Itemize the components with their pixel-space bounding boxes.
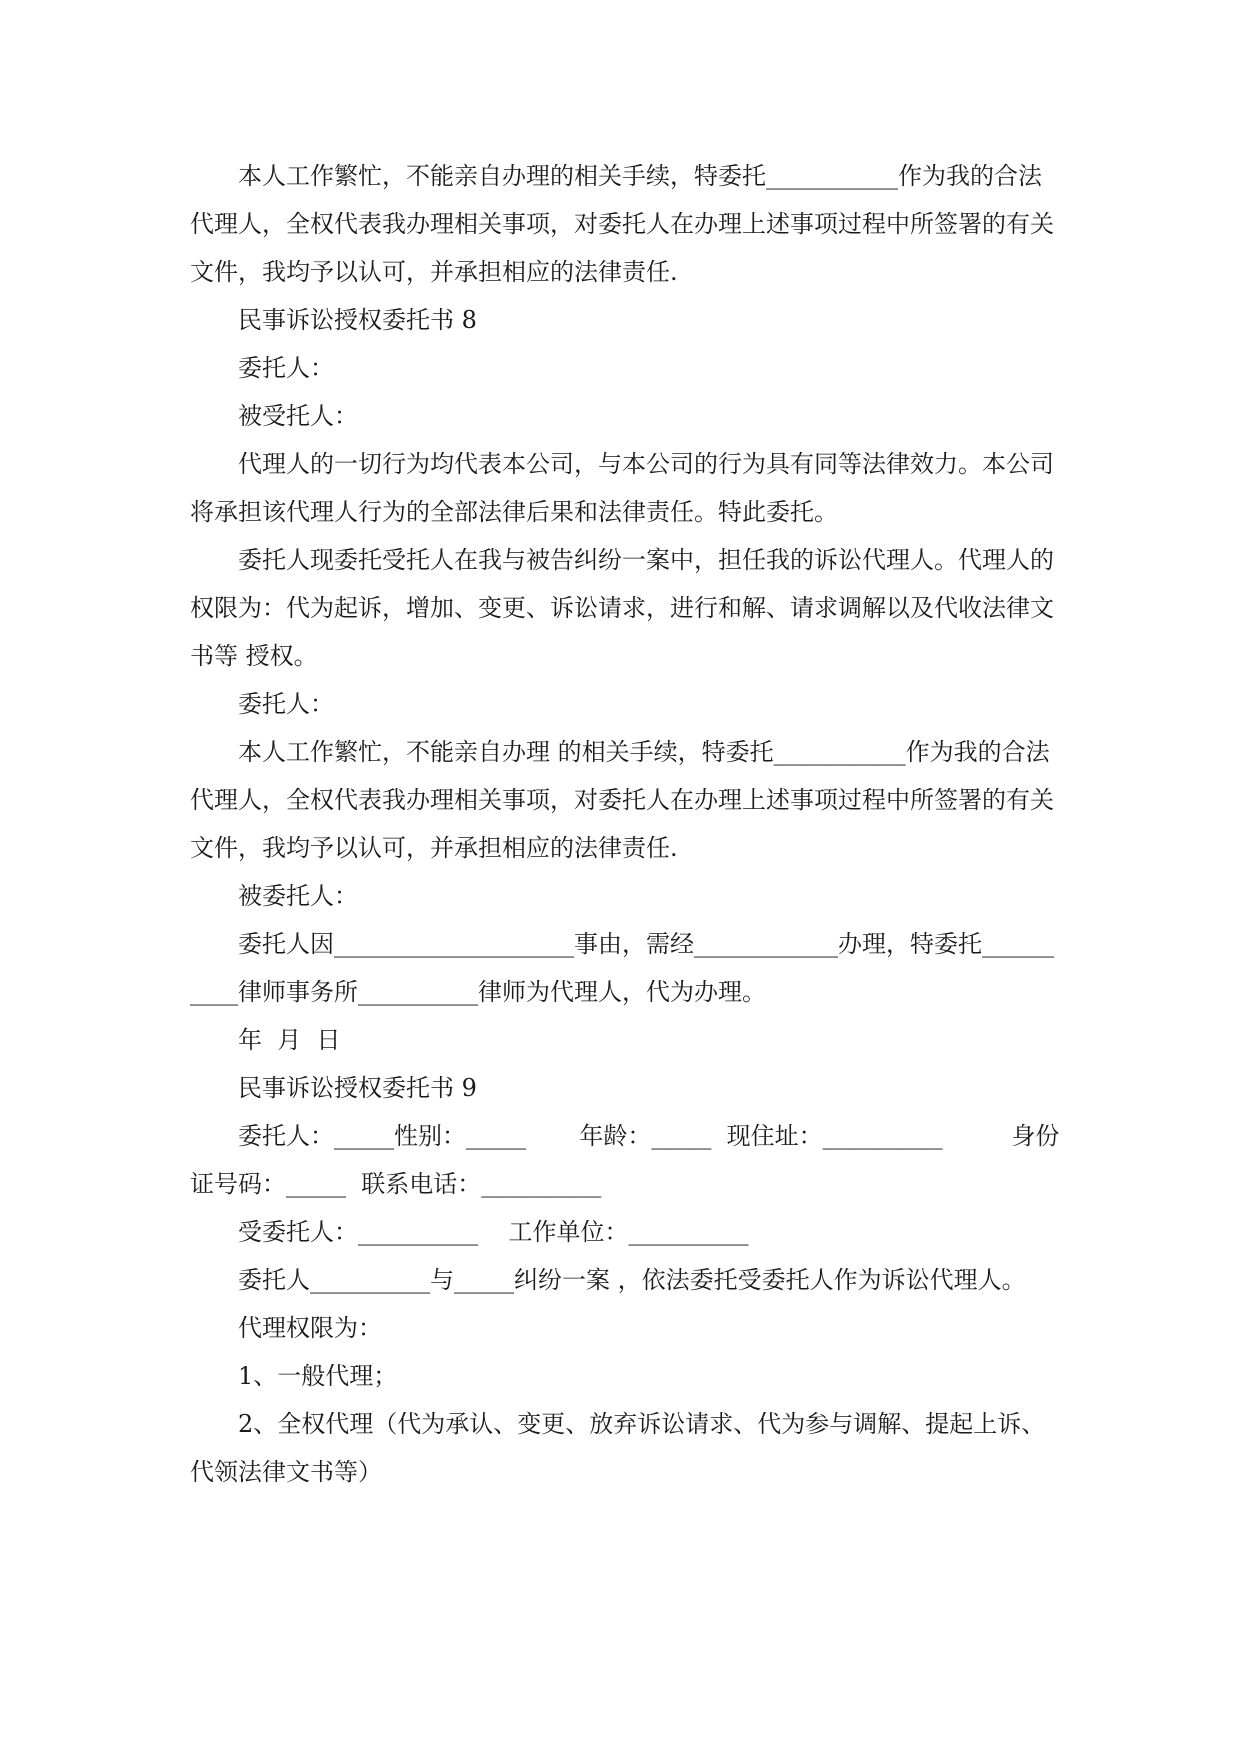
label-client-2: 委托人：: [238, 690, 334, 718]
document-body: [190, 152, 1060, 1496]
date-line: 年 月 日: [238, 1026, 341, 1054]
label-agency-scope: 代理权限为：: [238, 1314, 382, 1342]
paragraph-agent-authority: 代理人的一切行为均代表本公司，与本公司的行为具有同等法律效力。本公司将承担该代理人行为的全部法律后果和法律责任。特此委托。: [190, 450, 1054, 526]
client-info-fields: 委托人：_____性别：_____ 年龄：_____ 现住址：__________ 身份证号码：_____ 联系电话：__________: [190, 1122, 1060, 1198]
paragraph-dispute-entrustment: 委托人__________与_____纠纷一案 ，依法委托受委托人作为诉讼代理人。: [238, 1266, 1026, 1294]
heading-power-of-attorney-8: 民事诉讼授权委托书 8: [238, 306, 477, 334]
paragraph-entrustment-statement-1: 本人工作繁忙，不能亲自办理的相关手续，特委托___________作为我的合法代理人，全权代表我办理相关事项，对委托人在办理上述事项过程中所签署的有关文件，我均予以认可，并承担相应的法律责任.: [190, 162, 1054, 286]
label-client: 委托人：: [238, 354, 334, 382]
trustee-info-fields: 受委托人：__________ 工作单位：__________: [238, 1218, 749, 1246]
label-entrusted-person: 被委托人：: [238, 882, 358, 910]
paragraph-entrustment-statement-2: 本人工作繁忙，不能亲自办理 的相关手续，特委托___________作为我的合法代理人，全权代表我办理相关事项，对委托人在办理上述事项过程中所签署的有关文件，我均予以认可，并承担相应的法律责任.: [190, 738, 1054, 862]
label-trustee: 被受托人：: [238, 402, 358, 430]
list-item-general-agency: 1、一般代理；: [238, 1362, 398, 1390]
paragraph-law-firm-entrustment: 委托人因____________________事由，需经____________办理，特委托__________律师事务所__________律师为代理人，代为办理。: [190, 930, 1054, 1006]
list-item-full-agency: 2、全权代理（代为承认、变更、放弃诉讼请求、代为参与调解、提起上诉、代领法律文书等）: [190, 1410, 1046, 1486]
paragraph-litigation-agent: 委托人现委托受托人在我与被告纠纷一案中，担任我的诉讼代理人。代理人的权限为：代为起诉，增加、变更、诉讼请求，进行和解、请求调解以及代收法律文书等 授权。: [190, 546, 1054, 670]
heading-power-of-attorney-9: 民事诉讼授权委托书 9: [238, 1074, 477, 1102]
